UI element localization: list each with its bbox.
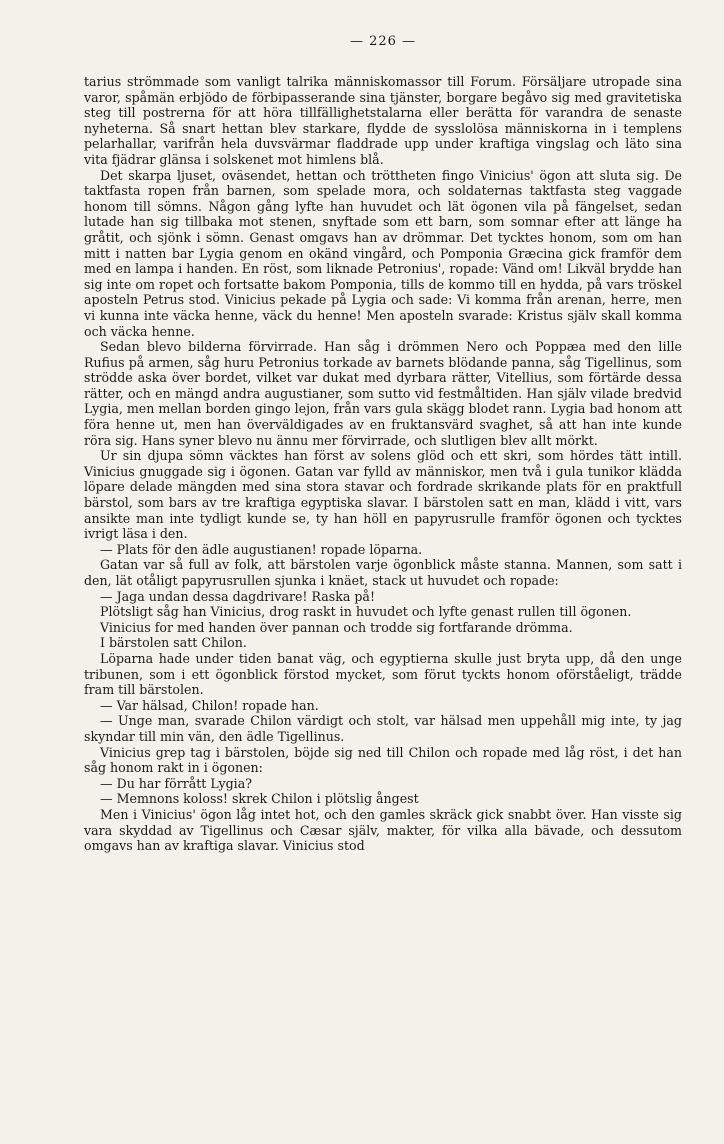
body-text <box>84 74 682 854</box>
dialogue-line: — Memnons koloss! skrek Chilon i plötslig ångest <box>100 791 419 807</box>
paragraph: Men i Vinicius' ögon låg intet hot, och den gamles skräck gick snabbt över. Han visste sig vara skyddad av Tigellinus och Cæsar själv, makter, för vilka alla bävade, och dessutom omgavs han av kraftiga slavar. Vinicius stod <box>84 806 682 854</box>
page-number: — 226 — <box>349 34 417 49</box>
dialogue-line: — Du har förrått Lygia? <box>100 775 252 791</box>
paragraph: Gatan var så full av folk, att bärstolen varje ögonblick måste stanna. Mannen, som satt i den, lät otåligt papyrusrullen sjunka i knäet, stack ut huvudet och ropade: <box>84 557 682 588</box>
paragraph: Plötsligt såg han Vinicius, drog raskt in huvudet och lyfte genast rullen till ögonen. <box>100 604 632 620</box>
paragraph: Det skarpa ljuset, oväsendet, hettan och tröttheten fingo Vinicius' ögon att sluta sig. De taktfasta ropen från barnen, som spelade mora, och soldaternas taktfasta steg vaggade honom till sömns. Någon gång lyfte han huvudet och lät ögonen vila på fängelset, sedan lutade han sig tillbaka mot stenen, snyftade som ett barn, som somnar efter att länge ha gråtit, och sjönk i sömn. Genast omgavs han av drömmar. Det tycktes honom, som om han mitt i natten bar Lygia genom en okänd vingård, och Pomponia Græcina gick framför dem med en lampa i handen. En röst, som liknade Petronius', ropade: Vänd om! Likväl brydde han sig inte om ropet och fortsatte bakom Pomponia, tills de kommo till en hydda, på vars tröskel aposteln Petrus stod. Vinicius pekade på Lygia och sade: Vi komma från arenan, herre, men vi kunna inte väcka henne, väck du henne! Men aposteln svarade: Kristus själv skall komma och väcka henne. <box>84 167 682 339</box>
dialogue-line: — Unge man, svarade Chilon värdigt och stolt, var hälsad men uppehåll mig inte, ty jag skyndar till min vän, den ädle Tigellinus. <box>84 713 682 744</box>
paragraph: Löparna hade under tiden banat väg, och egyptierna skulle just bryta upp, då den unge tribunen, som i ett ögonblick förstod mycket, som förut tyckts honom oförståeligt, trädde fram till bärstolen. <box>84 650 682 698</box>
paragraph: Vinicius for med handen över pannan och trodde sig fortfarande drömma. <box>100 619 573 635</box>
paragraph: Sedan blevo bilderna förvirrade. Han såg i drömmen Nero och Poppæa med den lille Rufius på armen, såg huru Petronius torkade av barnets blödande panna, såg Tigellinus, som strödde aska över bordet, vilket var dukat med dyrbara rätter, Vitellius, som förtärde dessa rätter, och en mängd andra augustianer, som sutto vid festmåltiden. Han själv vilade bredvid Lygia, men mellan borden gingo lejon, från vars gula skägg blodet rann. Lygia bad honom att föra henne ut, men han överväldigades av en fruktansvärd svaghet, så att han inte kunde röra sig. Hans syner blevo nu ännu mer förvirrade, och slutligen blev allt mörkt. <box>84 339 682 448</box>
paragraph: I bärstolen satt Chilon. <box>100 635 247 651</box>
dialogue-line: — Plats för den ädle augustianen! ropade löparna. <box>100 541 423 557</box>
paragraph: Vinicius grep tag i bärstolen, böjde sig ned till Chilon och ropade med låg röst, i det han såg honom rakt in i ögonen: <box>84 744 682 776</box>
paragraph: Ur sin djupa sömn väcktes han först av solens glöd och ett skri, som hördes tätt intill. Vinicius gnuggade sig i ögonen. Gatan var fylld av människor, men två i gula tunikor klädda löpare delade mängden med sina stora stavar och fordrade skrikande plats för en praktfull bärstol, som bars av tre kraftiga egyptiska slavar. I bärstolen satt en man, klädd i vitt, vars ansikte man inte tydligt kunde se, ty han höll en papyrusrulle framför ögonen och tycktes ivrigt läsa i den. <box>84 448 682 542</box>
dialogue-line: — Jaga undan dessa dagdrivare! Raska på! <box>100 588 376 604</box>
dialogue-line: — Var hälsad, Chilon! ropade han. <box>100 697 319 713</box>
paragraph: tarius strömmade som vanligt talrika människomassor till Forum. Försäljare utropade sina varor, spåmän erbjödo de förbipasserande sina tjänster, borgare begåvo sig med gravitetiska steg till postrerna för att höra tillfällighetstalarna eller berätta för varandra de senaste nyheterna. Så snart hettan blev starkare, flydde de sysslolösa människorna in i templens pelarhallar, varifrån hela duvsvärmar fladdrade upp under kraftiga vingslag och läto sina vita fjädrar glänsa i solskenet mot himlens blå. <box>84 74 682 167</box>
